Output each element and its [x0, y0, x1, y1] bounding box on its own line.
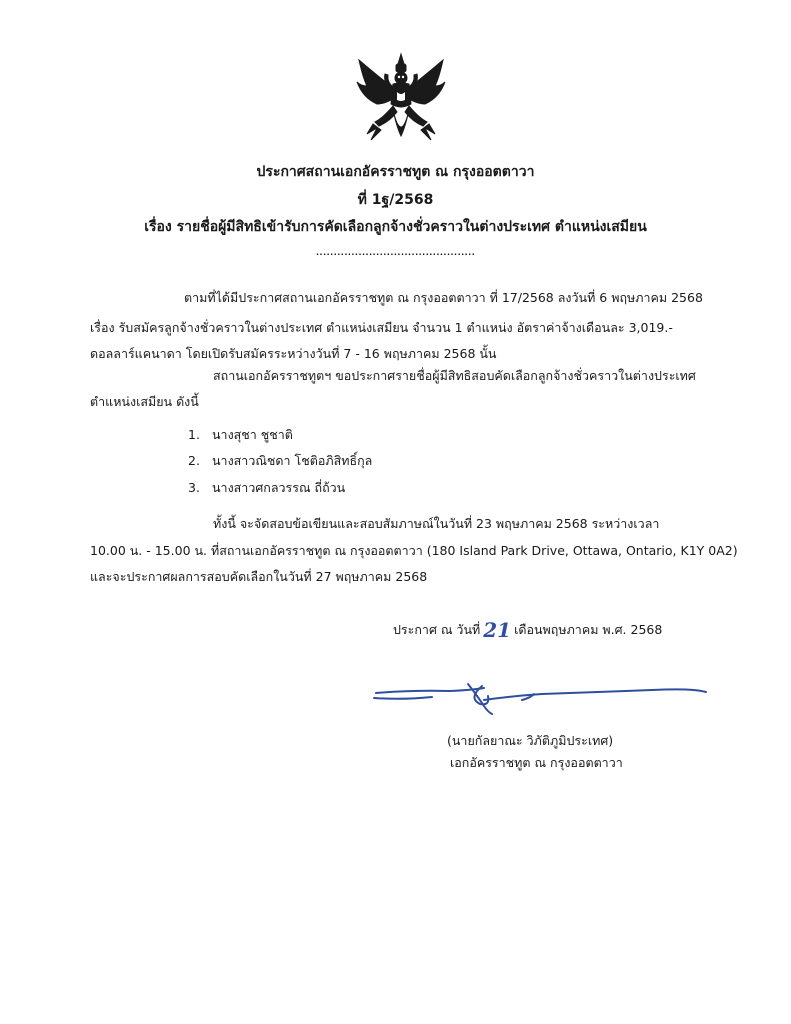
- candidate-item: [188, 478, 345, 498]
- candidate-item: [188, 451, 372, 471]
- announcement-date: [393, 618, 662, 642]
- candidate-item: [188, 425, 293, 445]
- body-line: สถานเอกอัครราชทูตฯ ขอประกาศรายชื่อผู้มีสิทธิสอบคัดเลือกลูกจ้างชั่วคราวในต่างประเทศ: [213, 368, 696, 383]
- signatory-name: (นายกัลยาณะ วิภัติภูมิประเทศ): [447, 733, 614, 748]
- signatory-position: เอกอัครราชทูต ณ กรุงออตตาวา: [450, 755, 623, 770]
- announcement-number: ที่ 1ฐ/2568: [357, 192, 434, 208]
- candidate-number: 3.: [188, 480, 200, 495]
- candidate-name: นางสาวศกลวรรณ ถี่ถ้วน: [212, 480, 346, 495]
- candidate-name: นางสาวณิชดา โชติอภิสิทธิ์กุล: [212, 453, 373, 468]
- body-line: ตำแหน่งเสมียน ดังนี้: [90, 394, 199, 409]
- announcement-subject: เรื่อง รายชื่อผู้มีสิทธิเข้ารับการคัดเลือกลูกจ้างชั่วคราวในต่างประเทศ ตำแหน่งเสมียน: [144, 219, 647, 235]
- title-divider: .............................................: [316, 248, 476, 257]
- body-line: ตามที่ได้มีประกาศสถานเอกอัครราชทูต ณ กรุงออตตาวา ที่ 17/2568 ลงวันที่ 6 พฤษภาคม 2568: [184, 290, 703, 305]
- body-line: ทั้งนี้ จะจัดสอบข้อเขียนและสอบสัมภาษณ์ในวันที่ 23 พฤษภาคม 2568 ระหว่างเวลา: [213, 516, 660, 531]
- handwritten-day: 21: [483, 618, 512, 642]
- body-line: ดอลลาร์แคนาดา โดยเปิดรับสมัครระหว่างวันที่ 7 - 16 พฤษภาคม 2568 นั้น: [90, 346, 497, 361]
- candidate-name: นางสุชา ชูชาติ: [212, 427, 293, 442]
- candidate-number: 2.: [188, 453, 200, 468]
- body-line: เรื่อง รับสมัครลูกจ้างชั่วคราวในต่างประเทศ ตำแหน่งเสมียน จำนวน 1 ตำแหน่ง อัตราค่าจ้างเดือนละ 3,019.-: [90, 320, 673, 335]
- body-line: 10.00 น. - 15.00 น. ที่สถานเอกอัครราชทูต ณ กรุงออตตาวา (180 Island Park Drive, Ottawa, Ontario, K1Y 0A2): [90, 543, 738, 558]
- handwritten-signature: [372, 676, 710, 718]
- candidate-number: 1.: [188, 427, 200, 442]
- body-line: และจะประกาศผลการสอบคัดเลือกในวันที่ 27 พฤษภาคม 2568: [90, 569, 428, 584]
- announcement-title: ประกาศสถานเอกอัครราชทูต ณ กรุงออตตาวา: [256, 164, 535, 180]
- date-prefix: ประกาศ ณ วันที่: [393, 622, 481, 637]
- date-suffix: เดือนพฤษภาคม พ.ศ. 2568: [514, 622, 663, 637]
- garuda-emblem-icon: [353, 52, 449, 146]
